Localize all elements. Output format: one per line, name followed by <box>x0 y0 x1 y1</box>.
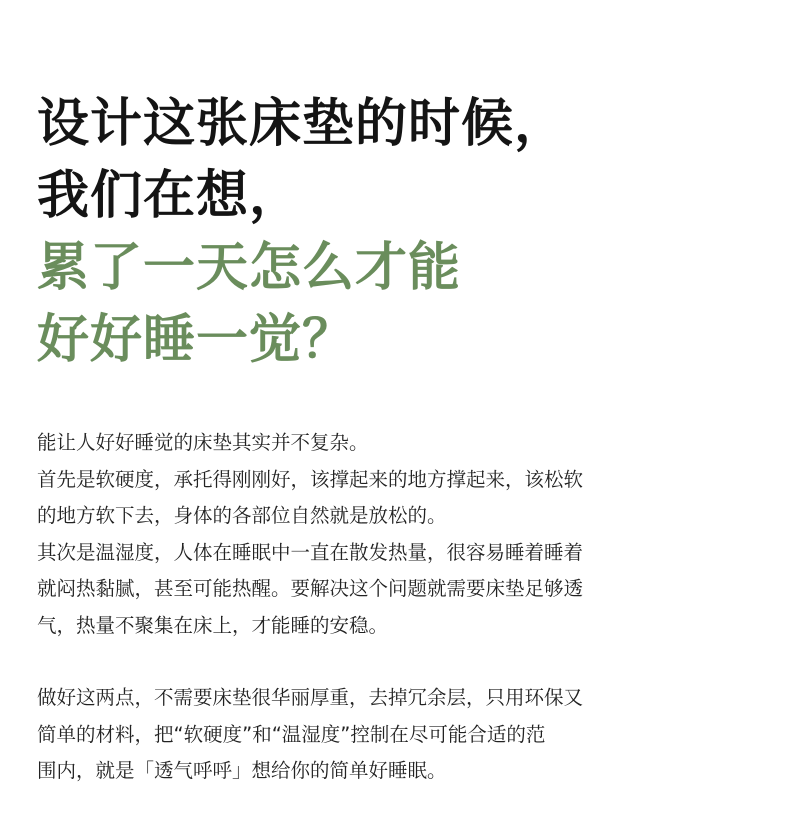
paragraph-1-line: 首先是软硬度，承托得刚刚好，该撑起来的地方撑起来，该松软 <box>37 467 584 491</box>
headline <box>37 88 567 376</box>
headline-line-2: 我们在想， <box>37 166 303 226</box>
headline-line-3: 累了一天怎么才能 <box>37 238 462 298</box>
paragraph-2-line: 围内，就是「透气呼呼」想给你的简单好睡眠。 <box>37 759 447 782</box>
paragraph-1 <box>37 425 737 644</box>
paragraph-1-line: 能让人好好睡觉的床垫其实并不复杂。 <box>37 431 369 454</box>
body-text <box>37 425 737 790</box>
paragraph-2-line: 简单的材料，把“软硬度”和“温湿度”控制在尽可能合适的范 <box>37 722 546 746</box>
paragraph-1-line: 气，热量不聚集在床上，才能睡的安稳。 <box>37 613 389 637</box>
paragraph-1-line: 其次是温湿度，人体在睡眠中一直在散发热量，很容易睡着睡着 <box>37 540 584 564</box>
paragraph-spacer <box>37 644 737 680</box>
paragraph-1-line: 就闷热黏腻，甚至可能热醒。要解决这个问题就需要床垫足够透 <box>37 577 584 600</box>
paragraph-2 <box>37 680 737 790</box>
headline-line-4: 好好睡一觉？ <box>37 310 356 370</box>
headline-line-1: 设计这张床垫的时候， <box>37 94 568 154</box>
paragraph-1-line: 的地方软下去，身体的各部位自然就是放松的。 <box>37 504 447 527</box>
paragraph-2-line: 做好这两点，不需要床垫很华丽厚重，去掉冗余层，只用环保又 <box>37 686 584 709</box>
